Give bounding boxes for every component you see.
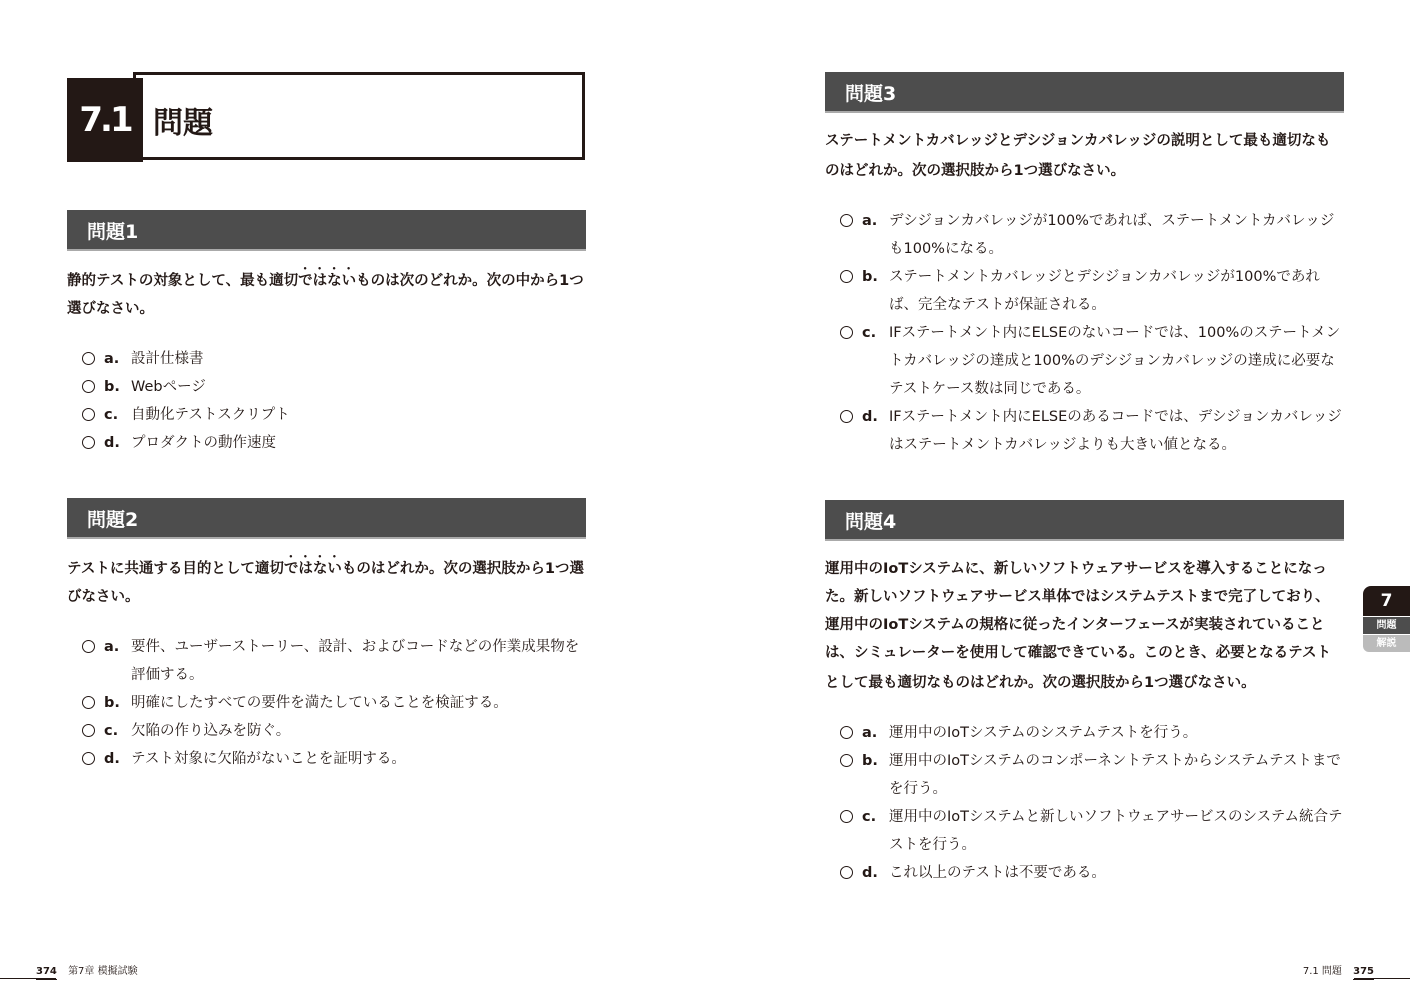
question-heading: 問題3 xyxy=(825,72,1344,113)
question-heading: 問題1 xyxy=(67,210,586,251)
radio-circle-icon[interactable] xyxy=(840,214,853,227)
option-letter: a. xyxy=(862,725,878,741)
option-text: 設計仕様書 xyxy=(131,351,204,367)
question-2 xyxy=(67,498,586,773)
option-letter: c. xyxy=(104,723,119,739)
answer-option[interactable] xyxy=(67,401,586,429)
section-number: 7.1 xyxy=(67,78,143,162)
question-heading: 問題2 xyxy=(67,498,586,539)
option-text: Webページ xyxy=(131,379,206,395)
answer-option[interactable] xyxy=(825,263,1344,319)
radio-circle-icon[interactable] xyxy=(840,410,853,423)
answer-option[interactable] xyxy=(825,859,1344,887)
page-number-left: 374 xyxy=(36,966,57,980)
question-heading: 問題4 xyxy=(825,500,1344,541)
question-text-main: 静的テストの対象として、最も適切 xyxy=(67,273,299,289)
option-text: IFステートメント内にELSEのあるコードでは、デシジョンカバレッジはステートメントカバレッジよりも大きい値となる。 xyxy=(889,409,1342,453)
question-1 xyxy=(67,210,586,457)
answer-option[interactable] xyxy=(67,345,586,373)
section-title xyxy=(67,72,586,162)
option-text: 運用中のIoTシステムのシステムテストを行う。 xyxy=(889,725,1198,741)
option-letter: a. xyxy=(104,639,120,655)
option-letter: c. xyxy=(862,325,877,341)
answer-option[interactable] xyxy=(67,745,586,773)
option-letter: a. xyxy=(862,213,878,229)
question-text xyxy=(67,265,586,323)
answer-option[interactable] xyxy=(825,207,1344,263)
radio-circle-icon[interactable] xyxy=(82,408,95,421)
option-letter: a. xyxy=(104,351,120,367)
chapter-side-tab[interactable] xyxy=(1363,586,1410,652)
radio-circle-icon[interactable] xyxy=(840,754,853,767)
answer-option[interactable] xyxy=(825,403,1344,459)
option-letter: d. xyxy=(104,435,120,451)
answer-option[interactable] xyxy=(825,319,1344,403)
question-text xyxy=(67,553,586,611)
option-letter: b. xyxy=(862,269,878,285)
option-text: 明確にしたすべての要件を満たしていることを検証する。 xyxy=(131,695,508,711)
answer-option[interactable] xyxy=(825,747,1344,803)
radio-circle-icon[interactable] xyxy=(840,866,853,879)
option-letter: b. xyxy=(104,379,120,395)
answer-option[interactable] xyxy=(825,719,1344,747)
radio-circle-icon[interactable] xyxy=(82,640,95,653)
chapter-title-footer: 第7章 模擬試験 xyxy=(68,966,138,977)
option-text: プロダクトの動作速度 xyxy=(131,435,276,451)
question-text-main: 運用中のIoTシステムに、新しいソフトウェアサービスを導入することになった。新しいソフトウェアサービス単体ではシステムテストまで完了しており、運用中のIoTシステムの規格に従ったインターフェースが実装されていることは、シミュレーターを使用して確認できている。このとき、必要となるテストとして最も適切なものはどれか。次の選択肢から1つ選びなさい。 xyxy=(825,561,1332,691)
option-text: これ以上のテストは不要である。 xyxy=(889,865,1106,881)
emphasis-text: ではない xyxy=(283,561,342,577)
option-letter: b. xyxy=(862,753,878,769)
option-text: 運用中のIoTシステムと新しいソフトウェアサービスのシステム統合テストを行う。 xyxy=(889,809,1343,853)
option-text: デシジョンカバレッジが100%であれば、ステートメントカバレッジも100%になる。 xyxy=(889,213,1335,257)
radio-circle-icon[interactable] xyxy=(82,352,95,365)
tab-answers[interactable]: 解説 xyxy=(1363,635,1410,652)
answer-option[interactable] xyxy=(67,689,586,717)
footer-rule-right xyxy=(1354,978,1410,979)
question-text-rest: ものは次のどれか。次の中から1つ選びなさい。 xyxy=(67,273,584,317)
option-letter: d. xyxy=(104,751,120,767)
radio-circle-icon[interactable] xyxy=(840,726,853,739)
radio-circle-icon[interactable] xyxy=(82,436,95,449)
answer-option[interactable] xyxy=(67,633,586,689)
question-text xyxy=(825,555,1344,697)
radio-circle-icon[interactable] xyxy=(82,752,95,765)
option-text: IFステートメント内にELSEのないコードでは、100%のステートメントカバレッジの達成と100%のデシジョンカバレッジの達成に必要なテストケース数は同じである。 xyxy=(889,325,1341,397)
option-text: 欠陥の作り込みを防ぐ。 xyxy=(131,723,291,739)
radio-circle-icon[interactable] xyxy=(840,810,853,823)
option-letter: b. xyxy=(104,695,120,711)
page-number-right: 375 xyxy=(1353,966,1374,980)
option-text: 運用中のIoTシステムのコンポーネントテストからシステムテストまでを行う。 xyxy=(889,753,1341,797)
question-text-main: ステートメントカバレッジとデシジョンカバレッジの説明として最も適切なものはどれか。次の選択肢から1つ選びなさい。 xyxy=(825,133,1331,179)
question-text-main: テストに共通する目的として適切 xyxy=(67,561,284,577)
option-text: ステートメントカバレッジとデシジョンカバレッジが100%であれば、完全なテストが保証される。 xyxy=(889,269,1320,313)
radio-circle-icon[interactable] xyxy=(82,380,95,393)
radio-circle-icon[interactable] xyxy=(840,326,853,339)
radio-circle-icon[interactable] xyxy=(82,696,95,709)
answer-option[interactable] xyxy=(67,429,586,457)
section-label: 問題 xyxy=(153,106,213,141)
answer-option[interactable] xyxy=(67,717,586,745)
option-letter: d. xyxy=(862,409,878,425)
footer-rule-left xyxy=(0,978,56,979)
question-text-rest: ものはどれか。次の選択肢から1つ選びなさい。 xyxy=(67,561,585,605)
question-4 xyxy=(825,500,1344,887)
answer-option[interactable] xyxy=(67,373,586,401)
option-text: 要件、ユーザーストーリー、設計、およびコードなどの作業成果物を評価する。 xyxy=(131,639,580,683)
section-title-footer: 7.1 問題 xyxy=(1302,966,1342,977)
emphasis-text: ではない xyxy=(298,273,357,289)
option-letter: c. xyxy=(862,809,877,825)
answer-option[interactable] xyxy=(825,803,1344,859)
option-letter: d. xyxy=(862,865,878,881)
radio-circle-icon[interactable] xyxy=(840,270,853,283)
question-text xyxy=(825,127,1344,185)
question-3 xyxy=(825,72,1344,459)
option-text: テスト対象に欠陥がないことを証明する。 xyxy=(131,751,406,767)
radio-circle-icon[interactable] xyxy=(82,724,95,737)
tab-questions[interactable]: 問題 xyxy=(1363,617,1410,634)
option-text: 自動化テストスクリプト xyxy=(131,407,290,423)
option-letter: c. xyxy=(104,407,119,423)
chapter-number: 7 xyxy=(1363,586,1410,616)
